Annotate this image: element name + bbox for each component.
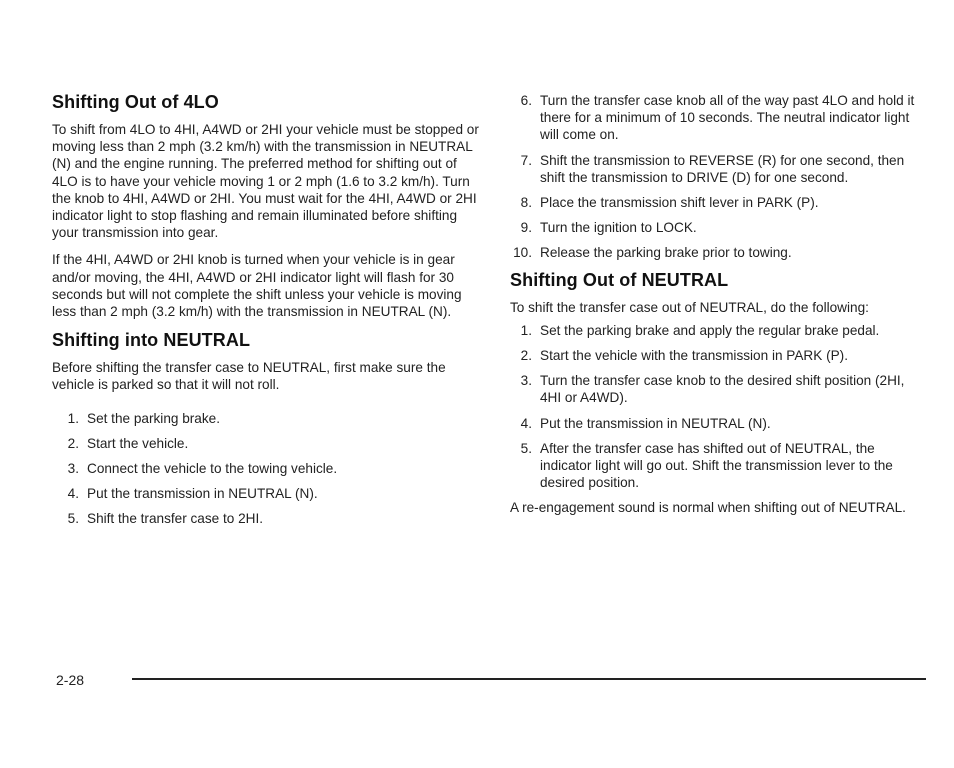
paragraph: To shift from 4LO to 4HI, A4WD or 2HI your vehicle must be stopped or moving less than 2 mph (3.2 km/h) with the transmission in NEUTRAL (N) and the engine running. The preferred method for shifting out of 4LO is to have your vehicle moving 1 or 2 mph (1.6 to 3.2 km/h). Turn the knob to 4HI, A4WD or 2HI. You must wait for the 4HI, A4WD or 2HI indicator light to stop flashing and remain illuminated before shifting your transmission into gear. bbox=[52, 122, 479, 241]
list-text: Turn the transfer case knob all of the way past 4LO and hold it there for a minimum of 10 seconds. The neutral indicator light will come on. bbox=[540, 93, 915, 143]
list-item bbox=[510, 152, 924, 186]
list-number: 4. bbox=[520, 415, 532, 431]
list-item bbox=[52, 510, 480, 527]
list-number: 5. bbox=[67, 511, 79, 527]
footer-rule bbox=[132, 678, 926, 680]
list-text: Set the parking brake. bbox=[87, 410, 220, 426]
section-shifting-out-of-neutral bbox=[510, 270, 924, 517]
list-item bbox=[510, 347, 924, 364]
numbered-list bbox=[52, 410, 480, 528]
list-number: 4. bbox=[67, 486, 79, 502]
page-number: 2-28 bbox=[56, 672, 85, 688]
list-number: 5. bbox=[520, 440, 532, 456]
list-item bbox=[52, 485, 480, 502]
list-text: Connect the vehicle to the towing vehicle. bbox=[87, 461, 338, 477]
list-text: Set the parking brake and apply the regular brake pedal. bbox=[540, 322, 880, 338]
list-item bbox=[510, 244, 924, 261]
list-number: 3. bbox=[520, 373, 532, 389]
numbered-list bbox=[510, 322, 924, 492]
list-item bbox=[510, 372, 924, 406]
list-number: 2. bbox=[520, 348, 532, 364]
paragraph: Before shifting the transfer case to NEUTRAL, first make sure the vehicle is parked so that it will not roll. bbox=[52, 360, 446, 393]
list-text: Put the transmission in NEUTRAL (N). bbox=[540, 415, 771, 431]
list-number: 10. bbox=[513, 245, 532, 261]
section-heading: Shifting into NEUTRAL bbox=[52, 330, 251, 351]
list-text: Start the vehicle with the transmission in PARK (P). bbox=[540, 348, 848, 364]
list-text: Place the transmission shift lever in PARK (P). bbox=[540, 195, 819, 211]
list-item bbox=[52, 435, 480, 452]
left-column bbox=[52, 92, 480, 536]
section-heading: Shifting Out of NEUTRAL bbox=[510, 269, 729, 290]
list-text: After the transfer case has shifted out of NEUTRAL, the indicator light will go out. Shift the transmission lever to the desired position. bbox=[540, 440, 893, 491]
list-text: Turn the ignition to LOCK. bbox=[540, 220, 697, 236]
list-item bbox=[510, 92, 924, 144]
list-text: Shift the transmission to REVERSE (R) for one second, then shift the transmission to DRIVE (D) for one second. bbox=[540, 152, 905, 185]
list-number: 6. bbox=[520, 93, 532, 108]
list-item bbox=[510, 322, 924, 339]
section-shifting-out-of-4lo bbox=[52, 92, 480, 320]
paragraph: If the 4HI, A4WD or 2HI knob is turned when your vehicle is in gear and/or moving, the 4HI, A4WD or 2HI indicator light will flash for 30 seconds but will not complete the shift unless your vehicle is moving less than 2 mph (3.2 km/h) with the transmission in NEUTRAL (N). bbox=[52, 252, 462, 320]
list-text: Release the parking brake prior to towing. bbox=[540, 245, 792, 261]
list-number: 3. bbox=[67, 461, 79, 477]
list-item bbox=[510, 415, 924, 432]
list-number: 1. bbox=[67, 410, 79, 426]
list-number: 7. bbox=[520, 152, 532, 168]
list-item bbox=[52, 410, 480, 427]
paragraph: A re-engagement sound is normal when shifting out of NEUTRAL. bbox=[510, 500, 906, 516]
numbered-list-continued bbox=[510, 92, 924, 262]
right-column bbox=[510, 92, 924, 527]
list-item bbox=[510, 440, 924, 492]
list-item bbox=[510, 194, 924, 211]
list-text: Put the transmission in NEUTRAL (N). bbox=[87, 486, 318, 502]
section-heading: Shifting Out of 4LO bbox=[52, 92, 219, 112]
list-item bbox=[52, 460, 480, 477]
list-text: Turn the transfer case knob to the desired shift position (2HI, 4HI or A4WD). bbox=[540, 373, 905, 406]
list-text: Start the vehicle. bbox=[87, 435, 189, 451]
list-text: Shift the transfer case to 2HI. bbox=[87, 511, 264, 527]
list-item bbox=[510, 219, 924, 236]
list-number: 1. bbox=[520, 322, 532, 338]
section-shifting-into-neutral bbox=[52, 330, 480, 527]
list-number: 2. bbox=[67, 435, 79, 451]
list-number: 8. bbox=[520, 195, 532, 211]
paragraph: To shift the transfer case out of NEUTRAL, do the following: bbox=[510, 299, 869, 315]
list-number: 9. bbox=[520, 220, 532, 236]
